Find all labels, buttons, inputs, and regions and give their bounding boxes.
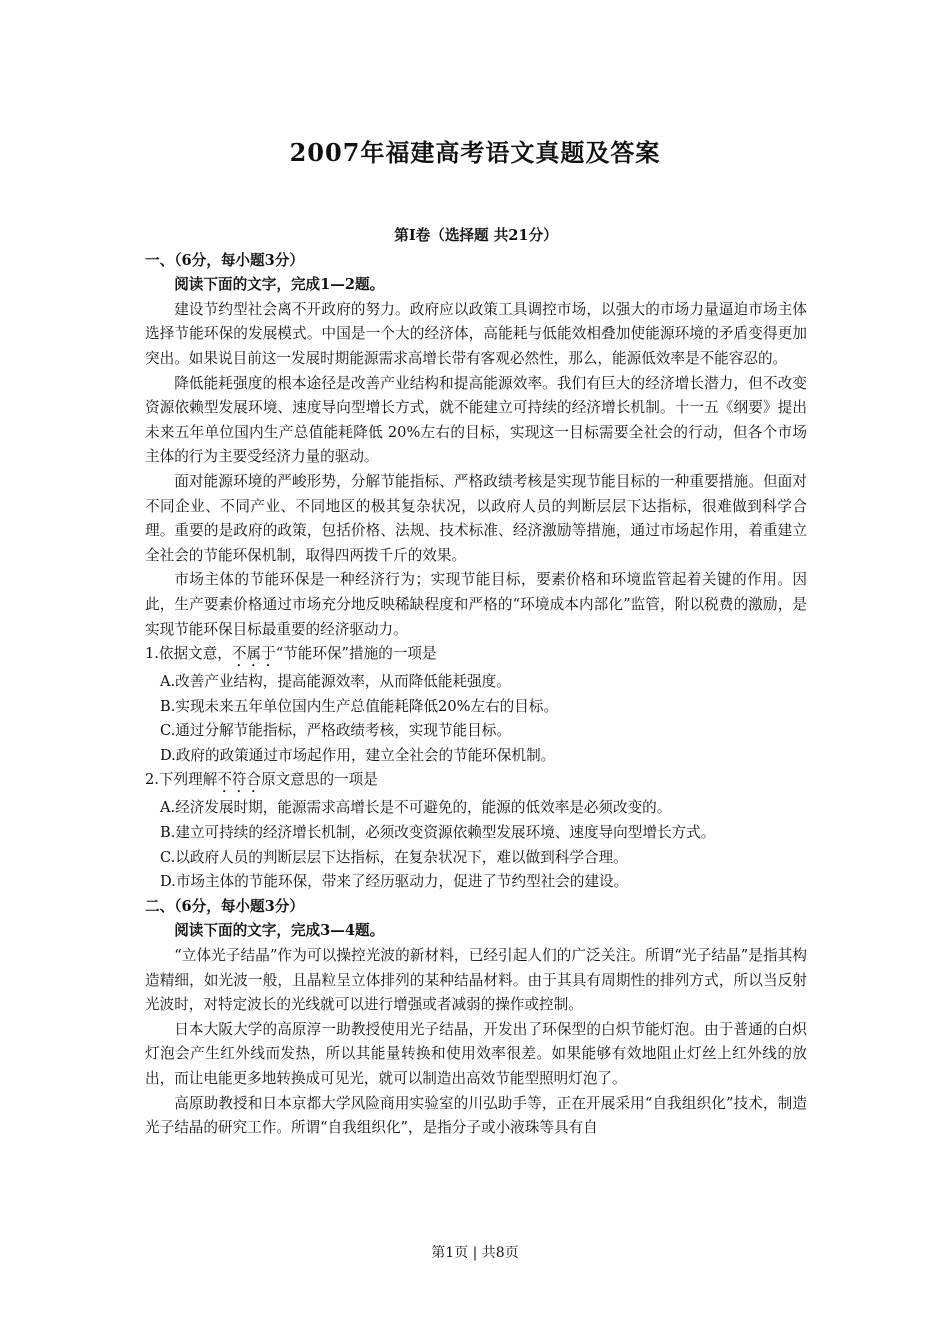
passage-2-paragraph-3: 高原助教授和日本京都大学风险商用实验室的川弘助手等，正在开展采用“自我组织化”技术，制造光子结晶的研究工作。所谓“自我组织化”，是指分子或小液珠等具有自 bbox=[145, 1094, 807, 1137]
question-1-option-b: B.实现未来五年单位国内生产总值能耗降低20%左右的目标。 bbox=[160, 697, 559, 715]
section-2-instruction: 阅读下面的文字，完成3—4题。 bbox=[174, 922, 385, 940]
question-2-stem bbox=[145, 768, 807, 796]
question-2-emphasis: 不符合 bbox=[217, 771, 262, 789]
document-title: 2007年福建高考语文真题及答案 bbox=[289, 138, 661, 167]
passage-1-paragraph-1: 建设节约型社会离不开政府的努力。政府应以政策工具调控市场，以强大的市场力量逼迫市场主体选择节能环保的发展模式。中国是一个大的经济体，高能耗与低能效相叠加使能源环境的矛盾变得更加突出。如果说目前这一发展时期能源需求高增长带有客观必然性，那么，能源低效率是不能容忍的。 bbox=[145, 300, 807, 367]
passage-1-paragraph-2: 降低能耗强度的根本途径是改善产业结构和提高能源效率。我们有巨大的经济增长潜力，但不改变资源依赖型发展环境、速度导向型增长方式，就不能建立可持续的经济增长机制。十一五《纲要》提出未来五年单位国内生产总值能耗降低 20%左右的目标，实现这一目标需要全社会的行动，但各个市场主体的行为主要受经济力量的驱动。 bbox=[145, 374, 807, 466]
section-1-instruction: 阅读下面的文字，完成1—2题。 bbox=[174, 276, 385, 294]
question-2-option-d: D.市场主体的节能环保，带来了经历驱动力，促进了节约型社会的建设。 bbox=[160, 873, 629, 891]
passage-2-paragraph-1: “立体光子结晶”作为可以操控光波的新材料，已经引起人们的广泛关注。所谓“光子结晶”是指其构造精细，如光波一般，且晶粒呈立体排列的某种结晶材料。由于其具有周期性的排列方式，所以当反射光波时，对特定波长的光线就可以进行增强或者减弱的操作或控制。 bbox=[145, 947, 807, 1014]
question-1-emphasis: 不属于 bbox=[231, 645, 276, 663]
question-1-option-d: D.政府的政策通过市场起作用，建立全社会的节能环保机制。 bbox=[160, 746, 556, 764]
passage-2-paragraph-2: 日本大阪大学的高原淳一助教授使用光子结晶，开发出了环保型的白炽节能灯泡。由于普通的白炽灯泡会产生红外线而发热，所以其能量转换和使用效率很差。如果能够有效地阻止灯丝上红外线的放出，而让电能更多地转换成可见光，就可以制造出高效节能型照明灯泡了。 bbox=[145, 1020, 807, 1087]
document-body bbox=[145, 224, 807, 1141]
question-1-stem-pre: 1.依据文意， bbox=[145, 645, 232, 663]
section-2-heading: 二、（6分，每小题3分） bbox=[145, 897, 304, 915]
question-1-option-a: A.改善产业结构，提高能源效率，从而降低能耗强度。 bbox=[160, 673, 511, 691]
question-2-stem-pre: 2.下列理解 bbox=[145, 771, 218, 789]
question-2-stem-post: 原文意思的一项是 bbox=[261, 771, 378, 789]
passage-1-paragraph-4: 市场主体的节能环保是一种经济行为；实现节能目标，要素价格和环境监管起着关键的作用。因此，生产要素价格通过市场充分地反映稀缺程度和严格的“环境成本内部化”监管，附以税费的激励，是实现节能环保目标最重要的经济驱动力。 bbox=[145, 571, 807, 638]
question-1-stem bbox=[145, 642, 807, 670]
question-2-option-b: B.建立可持续的经济增长机制，必须改变资源依赖型发展环境、速度导向型增长方式。 bbox=[160, 824, 716, 842]
question-1-stem-post: “节能环保”措施的一项是 bbox=[275, 645, 437, 663]
passage-1-paragraph-3: 面对能源环境的严峻形势，分解节能指标、严格政绩考核是实现节能目标的一种重要措施。但面对不同企业、不同产业、不同地区的极其复杂状况，以政府人员的判断层层下达指标，很难做到科学合理。重要的是政府的政策，包括价格、法规、技术标准、经济激励等措施，通过市场起作用，着重建立全社会的节能环保机制，取得四两拨千斤的效果。 bbox=[145, 472, 807, 564]
section-1-heading: 一、（6分，每小题3分） bbox=[145, 251, 304, 269]
question-2-option-a: A.经济发展时期，能源需求高增长是不可避免的，能源的低效率是必须改变的。 bbox=[160, 799, 672, 817]
volume-heading: 第Ⅰ卷（选择题 共21分） bbox=[394, 227, 558, 244]
page-footer: 第1页 | 共8页 bbox=[431, 1245, 519, 1261]
question-2-option-c: C.以政府人员的判断层层下达指标，在复杂状况下，难以做到科学合理。 bbox=[160, 848, 628, 866]
question-1-option-c: C.通过分解节能指标，严格政绩考核，实现节能目标。 bbox=[160, 722, 511, 740]
